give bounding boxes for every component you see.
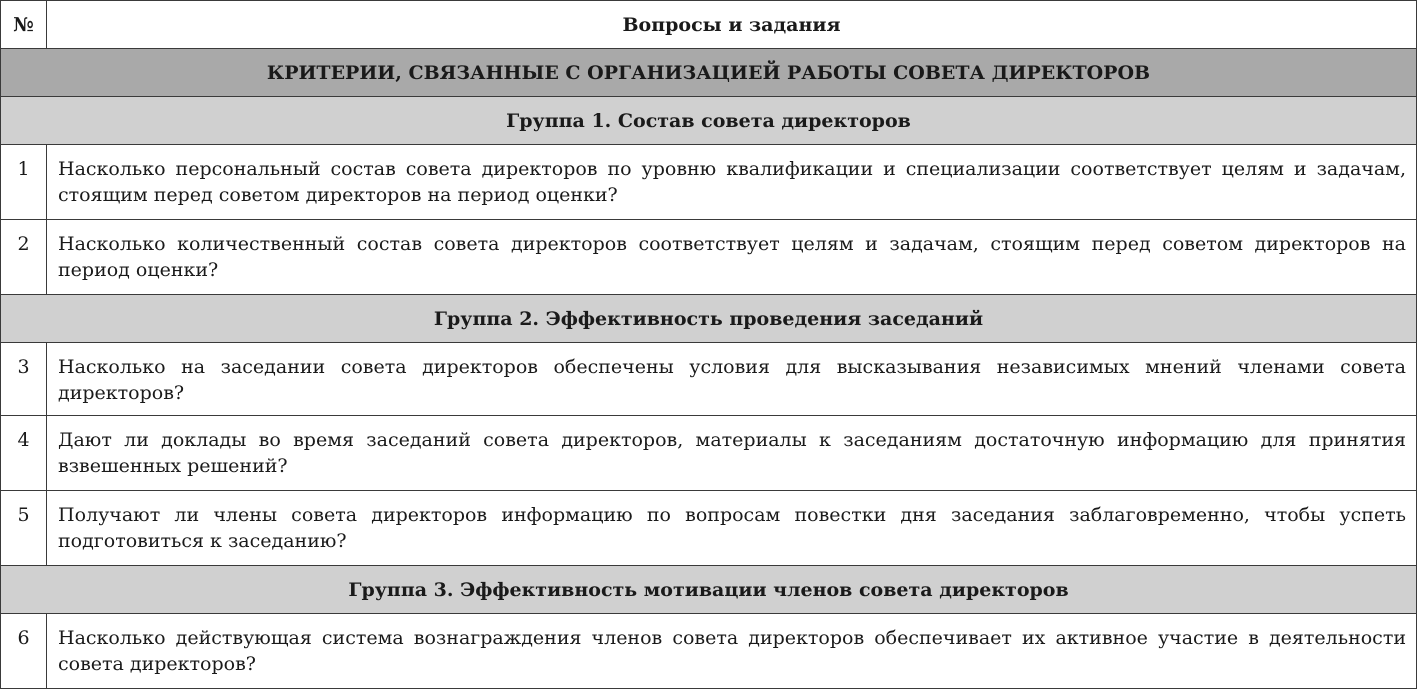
group-title: Группа 2. Эффективность проведения заседаний <box>1 295 1417 343</box>
table-row <box>1 491 1417 566</box>
question-text: Насколько на заседании совета директоров обеспечены условия для высказывания независимых мнений членами совета директоров? <box>47 343 1417 416</box>
group-row-1 <box>1 97 1417 145</box>
question-text: Насколько персональный состав совета директоров по уровню квалификации и специализации соответствует целям и задачам, стоящим перед советом директоров на период оценки? <box>47 145 1417 220</box>
table-row <box>1 145 1417 220</box>
header-number: № <box>1 1 47 49</box>
table-row <box>1 343 1417 416</box>
group-row-2 <box>1 295 1417 343</box>
question-number: 2 <box>1 220 47 295</box>
section-row <box>1 49 1417 97</box>
section-title: КРИТЕРИИ, СВЯЗАННЫЕ С ОРГАНИЗАЦИЕЙ РАБОТЫ СОВЕТА ДИРЕКТОРОВ <box>1 49 1417 97</box>
question-text: Получают ли члены совета директоров информацию по вопросам повестки дня заседания заблаговременно, чтобы успеть подготовиться к заседанию? <box>47 491 1417 566</box>
question-number: 4 <box>1 416 47 491</box>
question-number: 6 <box>1 614 47 689</box>
table-header-row <box>1 1 1417 49</box>
group-row-3 <box>1 566 1417 614</box>
question-text: Насколько действующая система вознаграждения членов совета директоров обеспечивает их активное участие в деятельности совета директоров? <box>47 614 1417 689</box>
table-row <box>1 220 1417 295</box>
question-text: Насколько количественный состав совета директоров соответствует целям и задачам, стоящим перед советом директоров на период оценки? <box>47 220 1417 295</box>
group-title: Группа 1. Состав совета директоров <box>1 97 1417 145</box>
table-row <box>1 416 1417 491</box>
header-title: Вопросы и задания <box>47 1 1417 49</box>
question-text: Дают ли доклады во время заседаний совета директоров, материалы к заседаниям достаточную информацию для принятия взвешенных решений? <box>47 416 1417 491</box>
group-title: Группа 3. Эффективность мотивации членов совета директоров <box>1 566 1417 614</box>
table-row <box>1 614 1417 689</box>
question-number: 1 <box>1 145 47 220</box>
question-number: 5 <box>1 491 47 566</box>
question-number: 3 <box>1 343 47 416</box>
